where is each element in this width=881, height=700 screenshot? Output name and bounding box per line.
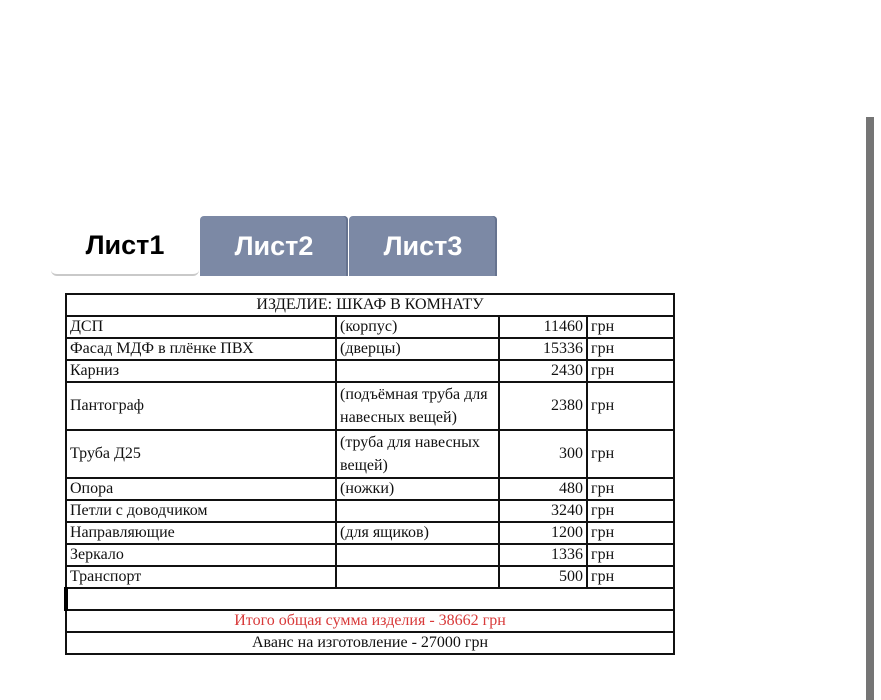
table-row — [66, 382, 674, 430]
note-cell[interactable] — [336, 544, 499, 566]
table-row — [66, 478, 674, 500]
table-row — [66, 544, 674, 566]
unit-cell[interactable]: грн — [587, 566, 674, 588]
item-cell[interactable]: Транспорт — [66, 566, 336, 588]
note-cell[interactable]: (труба для навесных вещей) — [336, 430, 499, 478]
unit-cell[interactable]: грн — [587, 338, 674, 360]
tab-sheet3[interactable]: Лист3 — [349, 216, 497, 276]
note-cell[interactable]: (для ящиков) — [336, 522, 499, 544]
item-cell[interactable]: ДСП — [66, 316, 336, 338]
sheet-title: ИЗДЕЛИЕ: ШКАФ В КОМНАТУ — [66, 294, 674, 316]
unit-cell[interactable]: грн — [587, 360, 674, 382]
item-cell[interactable]: Фасад МДФ в плёнке ПВХ — [66, 338, 336, 360]
item-cell[interactable]: Зеркало — [66, 544, 336, 566]
note-cell[interactable]: (подъёмная труба для навесных вещей) — [336, 382, 499, 430]
advance-cell[interactable]: Аванс на изготовление - 27000 грн — [66, 632, 674, 654]
price-cell[interactable]: 15336 — [499, 338, 587, 360]
selected-empty-cell[interactable] — [66, 588, 674, 610]
table-row — [66, 566, 674, 588]
price-cell[interactable]: 3240 — [499, 500, 587, 522]
price-cell[interactable]: 11460 — [499, 316, 587, 338]
note-cell[interactable]: (ножки) — [336, 478, 499, 500]
table-row — [66, 316, 674, 338]
item-cell[interactable]: Пантограф — [66, 382, 336, 430]
note-cell[interactable]: (корпус) — [336, 316, 499, 338]
note-cell[interactable] — [336, 500, 499, 522]
item-cell[interactable]: Опора — [66, 478, 336, 500]
item-cell[interactable]: Труба Д25 — [66, 430, 336, 478]
unit-cell[interactable]: грн — [587, 382, 674, 430]
unit-cell[interactable]: грн — [587, 544, 674, 566]
total-cell[interactable]: Итого общая сумма изделия - 38662 грн — [66, 610, 674, 632]
note-cell[interactable] — [336, 566, 499, 588]
price-cell[interactable]: 2380 — [499, 382, 587, 430]
table-row — [66, 338, 674, 360]
unit-cell[interactable]: грн — [587, 522, 674, 544]
total-row — [66, 610, 674, 632]
price-cell[interactable]: 480 — [499, 478, 587, 500]
price-cell[interactable]: 1200 — [499, 522, 587, 544]
tab-sheet2[interactable]: Лист2 — [200, 216, 348, 276]
note-cell[interactable] — [336, 360, 499, 382]
unit-cell[interactable]: грн — [587, 500, 674, 522]
empty-row — [66, 588, 674, 610]
price-cell[interactable]: 500 — [499, 566, 587, 588]
advance-row — [66, 632, 674, 654]
item-cell[interactable]: Петли с доводчиком — [66, 500, 336, 522]
note-cell[interactable]: (дверцы) — [336, 338, 499, 360]
vertical-scrollbar[interactable] — [866, 117, 874, 700]
unit-cell[interactable]: грн — [587, 478, 674, 500]
table-row — [66, 430, 674, 478]
table-row — [66, 500, 674, 522]
table-row — [66, 522, 674, 544]
price-cell[interactable]: 1336 — [499, 544, 587, 566]
unit-cell[interactable]: грн — [587, 316, 674, 338]
price-cell[interactable]: 2430 — [499, 360, 587, 382]
unit-cell[interactable]: грн — [587, 430, 674, 478]
item-cell[interactable]: Карниз — [66, 360, 336, 382]
item-cell[interactable]: Направляющие — [66, 522, 336, 544]
spreadsheet-table — [64, 293, 675, 655]
table-row — [66, 360, 674, 382]
tab-sheet1[interactable]: Лист1 — [51, 216, 199, 276]
price-cell[interactable]: 300 — [499, 430, 587, 478]
